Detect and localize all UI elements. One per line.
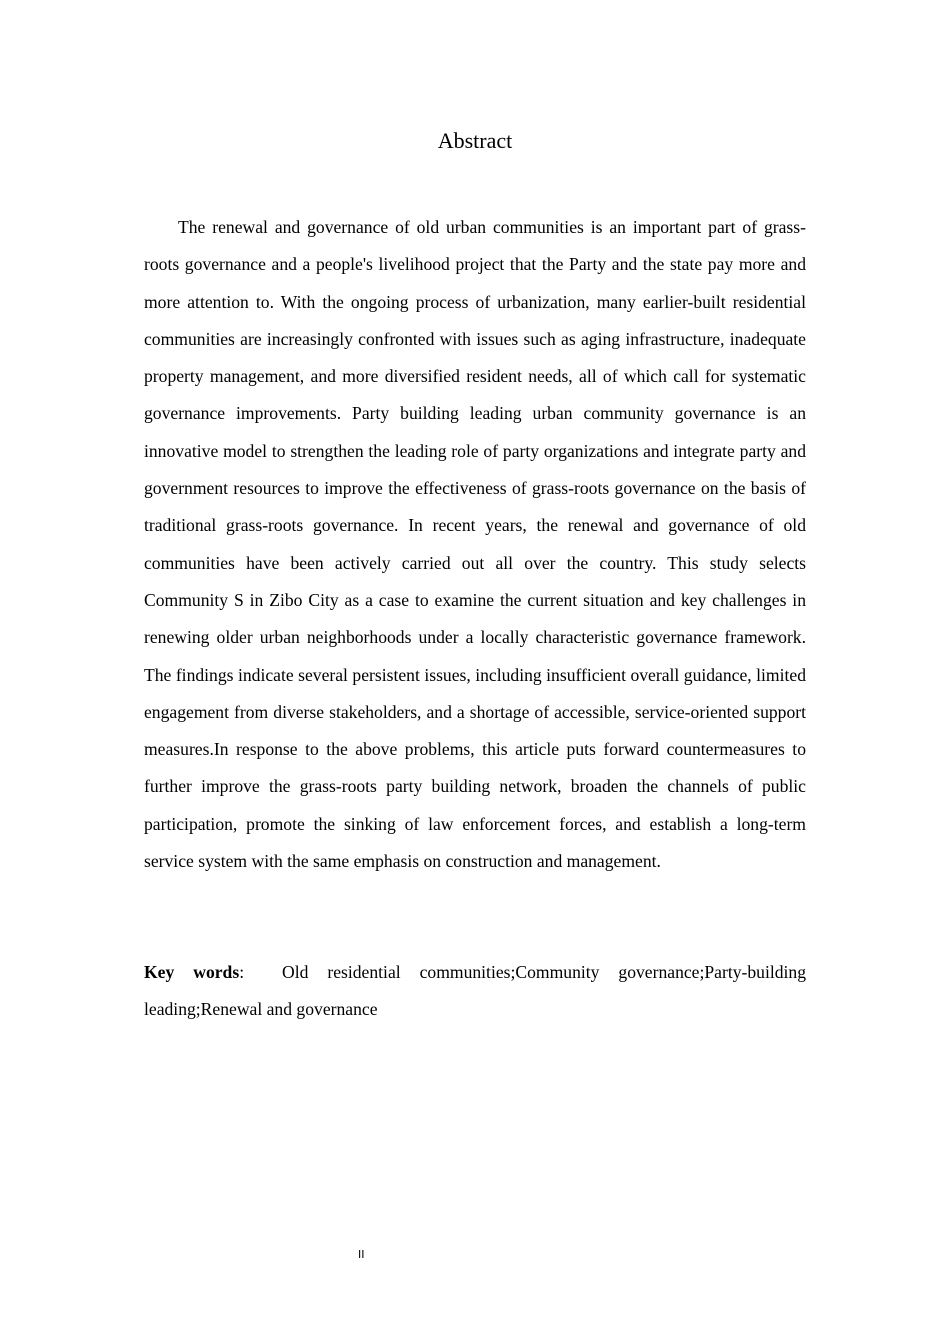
abstract-paragraph: The renewal and governance of old urban communities is an important part of grass-roots governance and a people's livelihood project that the Party and the state pay more and more attention to. With the ongoing process of urbanization, many earlier-built residential communities are increasingly confronted with issues such as aging infrastructure, inadequate property management, and more diversified resident needs, all of which call for systematic governance improvements. Party building leading urban community governance is an innovative model to strengthen the leading role of party organizations and integrate party and government resources to improve the effectiveness of grass-roots governance on the basis of traditional grass-roots governance. In recent years, the renewal and governance of old communities have been actively carried out all over the country. This study selects Community S in Zibo City as a case to examine the current situation and key challenges in renewing older urban neighborhoods under a locally characteristic governance framework. The findings indicate several persistent issues, including insufficient overall guidance, limited engagement from diverse stakeholders, and a shortage of accessible, service-oriented support measures.In response to the above problems, this article puts forward countermeasures to further improve the grass-roots party building network, broaden the channels of public participation, promote the sinking of law enforcement forces, and establish a long-term service system with the same emphasis on construction and management.	[144, 217, 806, 872]
keywords-line	[144, 954, 806, 1029]
page-number: II	[358, 1248, 365, 1261]
page-title: Abstract	[437, 128, 513, 153]
keywords-separator: :	[239, 962, 283, 982]
keywords-text: Old residential communities;Community governance;Party-building leading;Renewal and governance	[144, 962, 807, 1020]
keywords-label: Key words	[144, 962, 240, 982]
